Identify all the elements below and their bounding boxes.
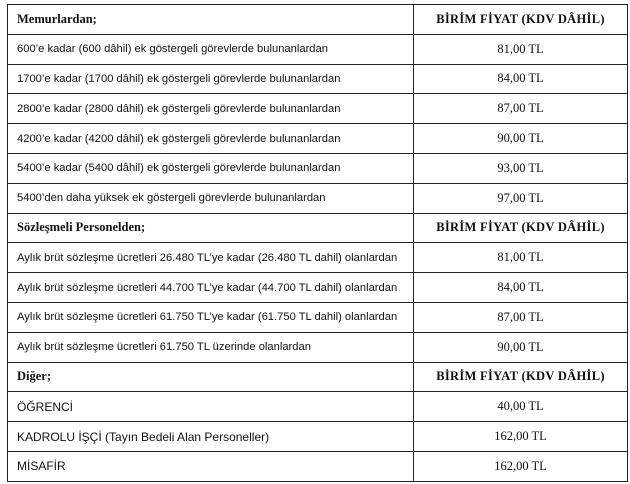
price-column-header: BİRİM FİYAT (KDV DÂHİL) [414, 213, 628, 243]
row-label: 5400’den daha yüksek ek göstergeli görevlerde bulunanlardan [8, 183, 414, 213]
price-table [7, 4, 628, 482]
table-row [8, 273, 628, 303]
table-row [8, 94, 628, 124]
table-row [8, 34, 628, 64]
table-row [8, 153, 628, 183]
row-price: 81,00 TL [414, 34, 628, 64]
row-label: Aylık brüt sözleşme ücretleri 61.750 TL üzerinde olanlardan [8, 332, 414, 362]
row-price: 81,00 TL [414, 243, 628, 273]
section-title: Diğer; [8, 362, 414, 392]
row-price: 162,00 TL [414, 451, 628, 481]
row-price: 87,00 TL [414, 94, 628, 124]
row-label: Aylık brüt sözleşme ücretleri 44.700 TL’ye kadar (44.700 TL dahil) olanlardan [8, 273, 414, 303]
row-price: 93,00 TL [414, 153, 628, 183]
row-label: Aylık brüt sözleşme ücretleri 61.750 TL’ye kadar (61.750 TL dahil) olanlardan [8, 302, 414, 332]
section-header-sozlesmeli [8, 213, 628, 243]
row-price: 90,00 TL [414, 124, 628, 154]
table-row [8, 183, 628, 213]
row-label: 2800’e kadar (2800 dâhil) ek göstergeli görevlerde bulunanlardan [8, 94, 414, 124]
table-row [8, 332, 628, 362]
row-label: 1700’e kadar (1700 dâhil) ek göstergeli görevlerde bulunanlardan [8, 64, 414, 94]
row-price: 90,00 TL [414, 332, 628, 362]
price-column-header: BİRİM FİYAT (KDV DÂHİL) [414, 5, 628, 35]
row-price: 97,00 TL [414, 183, 628, 213]
row-label: ÖĞRENCİ [8, 392, 414, 422]
row-price: 84,00 TL [414, 64, 628, 94]
row-label: 4200’e kadar (4200 dâhil) ek göstergeli görevlerde bulunanlardan [8, 124, 414, 154]
table-row [8, 302, 628, 332]
table-row [8, 392, 628, 422]
price-column-header: BİRİM FİYAT (KDV DÂHİL) [414, 362, 628, 392]
table-row [8, 243, 628, 273]
table-row [8, 451, 628, 481]
section-title: Sözleşmeli Personelden; [8, 213, 414, 243]
table-row [8, 422, 628, 452]
row-label: 5400’e kadar (5400 dâhil) ek göstergeli görevlerde bulunanlardan [8, 153, 414, 183]
section-header-diger [8, 362, 628, 392]
row-label: MİSAFİR [8, 451, 414, 481]
row-price: 40,00 TL [414, 392, 628, 422]
table-row [8, 64, 628, 94]
row-price: 162,00 TL [414, 422, 628, 452]
row-label: KADROLU İŞÇİ (Tayın Bedeli Alan Personeller) [8, 422, 414, 452]
section-title: Memurlardan; [8, 5, 414, 35]
row-label: Aylık brüt sözleşme ücretleri 26.480 TL’ye kadar (26.480 TL dahil) olanlardan [8, 243, 414, 273]
price-document [7, 4, 627, 482]
row-price: 84,00 TL [414, 273, 628, 303]
row-label: 600’e kadar (600 dâhil) ek göstergeli görevlerde bulunanlardan [8, 34, 414, 64]
row-price: 87,00 TL [414, 302, 628, 332]
table-row [8, 124, 628, 154]
section-header-memurlar [8, 5, 628, 35]
